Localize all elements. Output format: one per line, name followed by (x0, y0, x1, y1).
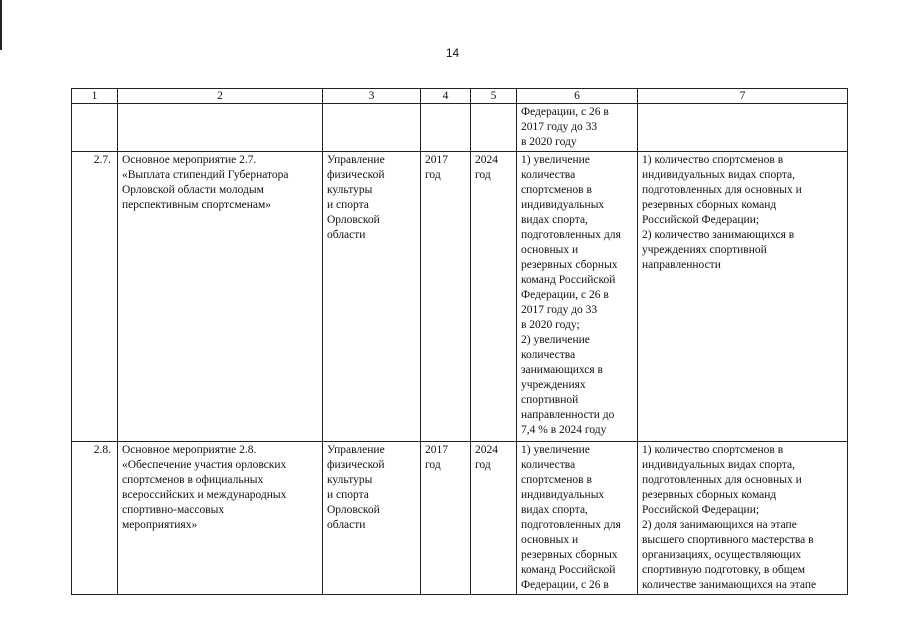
result-cell: 1) увеличение количества спортсменов в индивидуальных видах спорта, подготовленных для основных и резервных сборных команд Российской Федерации, с 26 в (517, 442, 638, 595)
table-row (72, 152, 848, 442)
table-row (72, 442, 848, 595)
program-table (71, 88, 848, 595)
header-cell: 6 (517, 89, 638, 104)
start-year-cell: 2017 год (421, 442, 471, 595)
executor-cell: Управление физической культуры и спорта Орловской области (323, 152, 421, 442)
indicator-cell: 1) количество спортсменов в индивидуальных видах спорта, подготовленных для основных и резервных сборных команд Российской Федерации; 2) доля занимающихся на этапе высшего спортивного мастерства в организациях, осуществляющих спортивную подготовку, в общем количестве занимающихся на этапе (638, 442, 848, 595)
header-cell: 1 (72, 89, 118, 104)
header-cell: 7 (638, 89, 848, 104)
start-year-cell: 2017 год (421, 152, 471, 442)
executor-cell: Управление физической культуры и спорта Орловской области (323, 442, 421, 595)
table-row-continuation (72, 104, 848, 152)
row-number: 2.7. (72, 152, 118, 442)
indicator-cell: 1) количество спортсменов в индивидуальных видах спорта, подготовленных для основных и резервных сборных команд Российской Федерации; 2) количество занимающихся в учреждениях спортивной направленности (638, 152, 848, 442)
measure-cell: Основное мероприятие 2.7. «Выплата стипендий Губернатора Орловской области молодым перспективным спортсменам» (118, 152, 323, 442)
header-row (72, 89, 848, 104)
measure-cell: Основное мероприятие 2.8. «Обеспечение участия орловских спортсменов в официальных всероссийских и международных спортивно-массовых мероприятиях» (118, 442, 323, 595)
header-cell: 3 (323, 89, 421, 104)
page-number: 14 (445, 46, 460, 60)
page-edge-mark (0, 0, 2, 50)
result-cell: 1) увеличение количества спортсменов в индивидуальных видах спорта, подготовленных для основных и резервных сборных команд Российской Федерации, с 26 в 2017 году до 33 в 2020 году; 2) увеличение количества занимающихся в учреждениях спортивной направленности до 7,4 % в 2024 году (517, 152, 638, 442)
end-year-cell: 2024 год (471, 442, 517, 595)
header-cell: 5 (471, 89, 517, 104)
end-year-cell: 2024 год (471, 152, 517, 442)
header-cell: 2 (118, 89, 323, 104)
row-number: 2.8. (72, 442, 118, 595)
result-cell: Федерации, с 26 в 2017 году до 33 в 2020 году (517, 104, 638, 152)
header-cell: 4 (421, 89, 471, 104)
